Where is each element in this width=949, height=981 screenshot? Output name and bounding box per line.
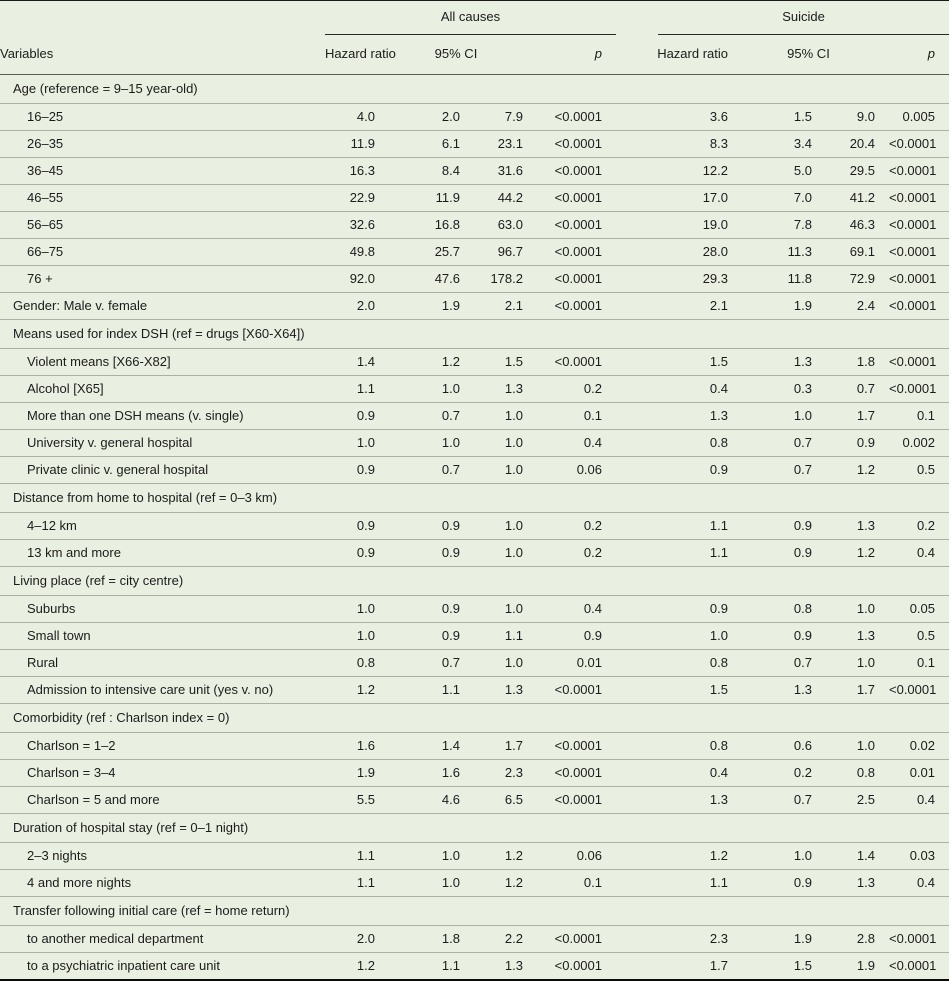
- value-cell: 0.8: [793, 601, 812, 616]
- value-cell: 1.0: [441, 848, 460, 863]
- row-label: 66–75: [27, 244, 64, 259]
- value-cell: 0.9: [793, 545, 812, 560]
- value-cell: 0.1: [916, 408, 936, 423]
- table-row: [0, 266, 949, 293]
- value-cell: 0.4: [709, 765, 728, 780]
- value-cell: 1.5: [709, 682, 728, 697]
- col-header-p-suicide: p: [889, 35, 949, 75]
- value-cell: 1.0: [441, 875, 460, 890]
- table-row: [0, 540, 949, 567]
- value-cell: 3.6: [709, 109, 728, 124]
- value-cell: 1.3: [504, 682, 523, 697]
- value-cell: <0.0001: [889, 958, 937, 973]
- col-header-variables: Variables: [0, 35, 325, 75]
- table-row: [0, 457, 949, 484]
- value-cell: 1.0: [504, 655, 523, 670]
- value-cell: 1.0: [356, 601, 375, 616]
- table-body: [0, 75, 949, 981]
- value-cell: 1.3: [709, 408, 728, 423]
- value-cell: 16.3: [349, 163, 375, 178]
- value-cell: 4.0: [356, 109, 375, 124]
- value-cell: 0.05: [909, 601, 936, 616]
- col-header-hazard-ratio-suicide: Hazard ratio: [616, 35, 742, 75]
- value-cell: 0.02: [909, 738, 936, 753]
- value-cell: 1.9: [793, 298, 812, 313]
- value-cell: <0.0001: [889, 217, 937, 232]
- value-cell: <0.0001: [889, 682, 937, 697]
- value-cell: 0.7: [793, 792, 812, 807]
- value-cell: 1.9: [441, 298, 460, 313]
- value-cell: 1.4: [356, 354, 375, 369]
- value-cell: 20.4: [849, 136, 875, 151]
- section-label: Means used for index DSH (ref = drugs [X60-X64]): [13, 326, 305, 341]
- value-cell: 19.0: [702, 217, 728, 232]
- value-cell: 29.5: [849, 163, 875, 178]
- value-cell: 1.7: [504, 738, 523, 753]
- value-cell: 0.01: [576, 655, 602, 670]
- value-cell: 0.06: [576, 462, 602, 477]
- value-cell: 0.7: [793, 655, 812, 670]
- section-label: Transfer following initial care (ref = home return): [13, 903, 290, 918]
- row-label: to another medical department: [27, 931, 204, 946]
- row-label: Admission to intensive care unit (yes v. no): [27, 682, 274, 697]
- value-cell: 1.2: [504, 875, 523, 890]
- value-cell: <0.0001: [554, 738, 602, 753]
- value-cell: 12.2: [702, 163, 728, 178]
- value-cell: 2.3: [504, 765, 523, 780]
- value-cell: 72.9: [849, 271, 875, 286]
- value-cell: 31.6: [497, 163, 523, 178]
- value-cell: 1.1: [709, 545, 728, 560]
- value-cell: 0.7: [793, 435, 812, 450]
- value-cell: 8.4: [441, 163, 460, 178]
- value-cell: 0.9: [793, 875, 812, 890]
- value-cell: <0.0001: [554, 163, 602, 178]
- table-row: [0, 212, 949, 239]
- value-cell: 1.9: [793, 931, 812, 946]
- table-row: [0, 349, 949, 376]
- section-row: [0, 75, 949, 104]
- value-cell: 1.0: [856, 601, 875, 616]
- value-cell: 2.4: [856, 298, 875, 313]
- value-cell: 11.9: [435, 190, 460, 205]
- value-cell: 0.2: [916, 518, 936, 533]
- value-cell: 0.01: [909, 765, 936, 780]
- value-cell: 178.2: [490, 271, 523, 286]
- value-cell: 1.3: [504, 381, 523, 396]
- value-cell: 0.002: [902, 435, 936, 450]
- value-cell: 46.3: [849, 217, 875, 232]
- value-cell: 11.8: [787, 271, 812, 286]
- value-cell: 1.5: [504, 354, 523, 369]
- value-cell: 1.1: [504, 628, 523, 643]
- value-cell: <0.0001: [889, 244, 937, 259]
- table-row: [0, 239, 949, 266]
- value-cell: 1.2: [356, 682, 375, 697]
- value-cell: 1.0: [856, 655, 875, 670]
- value-cell: 5.0: [793, 163, 812, 178]
- value-cell: 1.0: [356, 435, 375, 450]
- value-cell: 8.3: [709, 136, 728, 151]
- table-row: [0, 677, 949, 704]
- value-cell: 47.6: [434, 271, 460, 286]
- row-label: Gender: Male v. female: [13, 298, 148, 313]
- value-cell: 9.0: [856, 109, 875, 124]
- value-cell: 0.8: [356, 655, 375, 670]
- value-cell: 0.2: [583, 518, 602, 533]
- row-label: 13 km and more: [27, 545, 121, 560]
- table-row: [0, 104, 949, 131]
- value-cell: <0.0001: [554, 244, 602, 259]
- value-cell: <0.0001: [554, 765, 602, 780]
- row-label: Suburbs: [27, 601, 76, 616]
- value-cell: <0.0001: [889, 271, 937, 286]
- value-cell: 1.5: [709, 354, 728, 369]
- value-cell: 0.9: [356, 518, 375, 533]
- value-cell: 0.9: [793, 518, 812, 533]
- value-cell: <0.0001: [554, 682, 602, 697]
- value-cell: 2.8: [856, 931, 875, 946]
- value-cell: 2.3: [709, 931, 728, 946]
- value-cell: 1.4: [441, 738, 460, 753]
- table-row: [0, 926, 949, 953]
- row-label: to a psychiatric inpatient care unit: [27, 958, 220, 973]
- value-cell: 1.1: [709, 518, 728, 533]
- table-row: [0, 513, 949, 540]
- table-row: [0, 596, 949, 623]
- row-label: University v. general hospital: [27, 435, 193, 450]
- row-label: More than one DSH means (v. single): [27, 408, 244, 423]
- table-row: [0, 760, 949, 787]
- value-cell: 2.0: [356, 298, 375, 313]
- value-cell: 0.8: [709, 655, 728, 670]
- value-cell: 1.2: [856, 462, 875, 477]
- value-cell: <0.0001: [554, 298, 602, 313]
- value-cell: <0.0001: [554, 931, 602, 946]
- section-label: Distance from home to hospital (ref = 0–3 km): [13, 490, 278, 505]
- value-cell: 0.7: [441, 408, 460, 423]
- value-cell: 1.0: [441, 435, 460, 450]
- value-cell: 0.7: [441, 655, 460, 670]
- value-cell: 63.0: [497, 217, 523, 232]
- row-label: Alcohol [X65]: [27, 381, 104, 396]
- row-label: 56–65: [27, 217, 64, 232]
- section-row: [0, 897, 949, 926]
- value-cell: 0.7: [856, 381, 875, 396]
- value-cell: 1.3: [856, 628, 875, 643]
- value-cell: <0.0001: [554, 354, 602, 369]
- value-cell: 0.9: [356, 408, 375, 423]
- value-cell: 1.5: [793, 109, 812, 124]
- value-cell: 1.6: [356, 738, 375, 753]
- value-cell: 0.5: [916, 628, 936, 643]
- value-cell: 0.9: [583, 628, 602, 643]
- value-cell: 1.8: [441, 931, 460, 946]
- value-cell: 1.0: [504, 435, 523, 450]
- value-cell: 0.4: [583, 435, 602, 450]
- value-cell: <0.0001: [554, 792, 602, 807]
- table-row: [0, 430, 949, 457]
- value-cell: 6.1: [441, 136, 460, 151]
- value-cell: 1.0: [504, 601, 523, 616]
- value-cell: 6.5: [504, 792, 523, 807]
- value-cell: 1.1: [356, 381, 375, 396]
- value-cell: 0.9: [441, 518, 460, 533]
- value-cell: 1.0: [504, 462, 523, 477]
- value-cell: 2.1: [709, 298, 728, 313]
- spanner-label-all-causes: All causes: [325, 1, 616, 35]
- value-cell: 0.4: [916, 792, 936, 807]
- value-cell: 1.3: [856, 518, 875, 533]
- value-cell: 1.0: [504, 545, 523, 560]
- value-cell: 7.8: [793, 217, 812, 232]
- value-cell: 0.4: [916, 875, 936, 890]
- value-cell: 7.0: [793, 190, 812, 205]
- value-cell: 0.4: [709, 381, 728, 396]
- table-row: [0, 403, 949, 430]
- spanner-header-row: [0, 1, 949, 36]
- value-cell: 49.8: [349, 244, 375, 259]
- table-row: [0, 650, 949, 677]
- value-cell: 1.3: [793, 682, 812, 697]
- value-cell: 1.6: [441, 765, 460, 780]
- value-cell: 0.06: [576, 848, 602, 863]
- value-cell: <0.0001: [889, 931, 937, 946]
- table-row: [0, 623, 949, 650]
- value-cell: 1.2: [504, 848, 523, 863]
- value-cell: 1.1: [356, 848, 375, 863]
- table-row: [0, 185, 949, 212]
- value-cell: 2.2: [504, 931, 523, 946]
- value-cell: 0.9: [709, 601, 728, 616]
- value-cell: 2.5: [856, 792, 875, 807]
- value-cell: 1.9: [356, 765, 375, 780]
- value-cell: 0.1: [916, 655, 936, 670]
- value-cell: 32.6: [349, 217, 375, 232]
- value-cell: 0.9: [709, 462, 728, 477]
- value-cell: 22.9: [349, 190, 375, 205]
- section-row: [0, 484, 949, 513]
- value-cell: <0.0001: [889, 298, 937, 313]
- value-cell: 1.7: [709, 958, 728, 973]
- row-label: 4 and more nights: [27, 875, 132, 890]
- table-row: [0, 787, 949, 814]
- value-cell: 1.0: [504, 518, 523, 533]
- value-cell: 0.1: [583, 408, 602, 423]
- value-cell: 4.6: [441, 792, 460, 807]
- value-cell: <0.0001: [889, 163, 937, 178]
- value-cell: 5.5: [356, 792, 375, 807]
- value-cell: 0.9: [793, 628, 812, 643]
- value-cell: <0.0001: [554, 217, 602, 232]
- value-cell: 1.5: [793, 958, 812, 973]
- value-cell: 1.8: [856, 354, 875, 369]
- value-cell: 0.9: [441, 601, 460, 616]
- table-row: [0, 131, 949, 158]
- value-cell: 0.2: [583, 545, 602, 560]
- row-label: 4–12 km: [27, 518, 77, 533]
- value-cell: 23.1: [497, 136, 523, 151]
- value-cell: 3.4: [793, 136, 812, 151]
- table-row: [0, 376, 949, 403]
- value-cell: <0.0001: [554, 958, 602, 973]
- spanner-empty-cell: [0, 1, 325, 36]
- value-cell: 25.7: [434, 244, 460, 259]
- row-label: 26–35: [27, 136, 64, 151]
- section-row: [0, 704, 949, 733]
- value-cell: <0.0001: [889, 190, 937, 205]
- value-cell: <0.0001: [889, 381, 937, 396]
- value-cell: 1.9: [856, 958, 875, 973]
- value-cell: 1.3: [504, 958, 523, 973]
- row-label: 46–55: [27, 190, 64, 205]
- value-cell: 0.3: [793, 381, 812, 396]
- row-label: 2–3 nights: [27, 848, 87, 863]
- row-label: Small town: [27, 628, 91, 643]
- spanner-cell-all-causes: [325, 1, 616, 36]
- column-header-row: [0, 35, 949, 75]
- value-cell: 11.9: [350, 136, 375, 151]
- row-label: Private clinic v. general hospital: [27, 462, 209, 477]
- col-header-ci-suicide: 95% CI: [742, 35, 889, 75]
- table-row: [0, 870, 949, 897]
- value-cell: <0.0001: [554, 109, 602, 124]
- row-label: 76 +: [27, 271, 53, 286]
- row-label: Charlson = 1–2: [27, 738, 116, 753]
- value-cell: 1.2: [441, 354, 460, 369]
- table-row: [0, 843, 949, 870]
- value-cell: 44.2: [497, 190, 523, 205]
- row-label: Violent means [X66-X82]: [27, 354, 171, 369]
- value-cell: 1.3: [709, 792, 728, 807]
- value-cell: <0.0001: [889, 136, 937, 151]
- value-cell: 28.0: [702, 244, 728, 259]
- value-cell: 0.4: [583, 601, 602, 616]
- value-cell: <0.0001: [889, 354, 937, 369]
- value-cell: 1.2: [356, 958, 375, 973]
- value-cell: 0.8: [856, 765, 875, 780]
- value-cell: 0.6: [793, 738, 812, 753]
- value-cell: 0.005: [902, 109, 936, 124]
- value-cell: 0.4: [916, 545, 936, 560]
- value-cell: 17.0: [702, 190, 728, 205]
- value-cell: <0.0001: [554, 190, 602, 205]
- section-label: Duration of hospital stay (ref = 0–1 night): [13, 820, 249, 835]
- value-cell: 1.0: [441, 381, 460, 396]
- value-cell: 1.0: [709, 628, 728, 643]
- value-cell: 0.8: [709, 738, 728, 753]
- value-cell: 7.9: [504, 109, 523, 124]
- section-label: Age (reference = 9–15 year-old): [13, 81, 198, 96]
- value-cell: 2.0: [441, 109, 460, 124]
- value-cell: 0.9: [441, 545, 460, 560]
- value-cell: 1.1: [709, 875, 728, 890]
- table-row: [0, 733, 949, 760]
- value-cell: 1.4: [856, 848, 875, 863]
- value-cell: 0.7: [441, 462, 460, 477]
- value-cell: 69.1: [849, 244, 875, 259]
- value-cell: 1.0: [856, 738, 875, 753]
- value-cell: 41.2: [849, 190, 875, 205]
- value-cell: 1.7: [856, 408, 875, 423]
- value-cell: 0.1: [583, 875, 602, 890]
- value-cell: 0.5: [916, 462, 936, 477]
- value-cell: 1.3: [793, 354, 812, 369]
- value-cell: 1.0: [793, 848, 812, 863]
- value-cell: 1.0: [356, 628, 375, 643]
- value-cell: 2.0: [356, 931, 375, 946]
- value-cell: 92.0: [349, 271, 375, 286]
- spanner-label-suicide: Suicide: [658, 1, 949, 35]
- value-cell: 0.9: [441, 628, 460, 643]
- section-label: Living place (ref = city centre): [13, 573, 184, 588]
- value-cell: 16.8: [434, 217, 460, 232]
- value-cell: 1.2: [709, 848, 728, 863]
- section-row: [0, 814, 949, 843]
- value-cell: 0.7: [793, 462, 812, 477]
- table-row: [0, 293, 949, 320]
- value-cell: 1.2: [856, 545, 875, 560]
- value-cell: 0.9: [856, 435, 875, 450]
- value-cell: 0.2: [793, 765, 812, 780]
- value-cell: 0.2: [583, 381, 602, 396]
- value-cell: 1.1: [356, 875, 375, 890]
- section-row: [0, 320, 949, 349]
- value-cell: 0.03: [909, 848, 936, 863]
- value-cell: <0.0001: [554, 136, 602, 151]
- col-header-ci-all-causes: 95% CI: [389, 35, 537, 75]
- value-cell: 1.0: [504, 408, 523, 423]
- value-cell: 1.1: [441, 958, 460, 973]
- value-cell: 1.7: [856, 682, 875, 697]
- value-cell: 0.9: [356, 462, 375, 477]
- spanner-cell-suicide: [616, 1, 949, 36]
- value-cell: 0.9: [356, 545, 375, 560]
- row-label: 16–25: [27, 109, 64, 124]
- value-cell: 0.8: [709, 435, 728, 450]
- value-cell: 1.3: [856, 875, 875, 890]
- value-cell: 11.3: [787, 244, 812, 259]
- value-cell: 2.1: [504, 298, 523, 313]
- value-cell: 96.7: [497, 244, 523, 259]
- value-cell: 29.3: [702, 271, 728, 286]
- col-header-p-all-causes: p: [537, 35, 616, 75]
- row-label: Charlson = 3–4: [27, 765, 116, 780]
- value-cell: 1.0: [793, 408, 812, 423]
- value-cell: 1.1: [441, 682, 460, 697]
- row-label: Charlson = 5 and more: [27, 792, 160, 807]
- row-label: 36–45: [27, 163, 64, 178]
- section-label: Comorbidity (ref : Charlson index = 0): [13, 710, 230, 725]
- value-cell: <0.0001: [554, 271, 602, 286]
- table-row: [0, 158, 949, 185]
- col-header-hazard-ratio-all-causes: Hazard ratio: [325, 35, 389, 75]
- section-row: [0, 567, 949, 596]
- row-label: Rural: [27, 655, 59, 670]
